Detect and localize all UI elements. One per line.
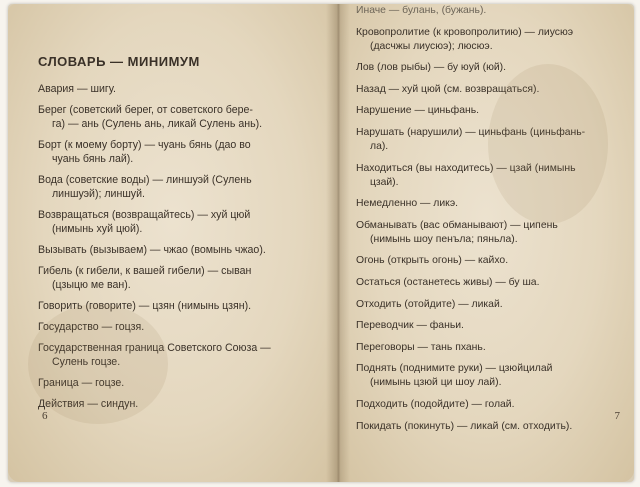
entry-line: Немедленно — ликэ.: [356, 198, 459, 210]
entry-line: Находиться (вы находитесь) — цзай (нимынь: [356, 162, 576, 174]
booklet-spread: [8, 4, 634, 482]
dictionary-entry: [38, 208, 320, 236]
entry-line: Огонь (открыть огонь) — кайхо.: [356, 255, 509, 267]
entry-line: Говорить (говорите) — цзян (нимынь цзян).: [38, 300, 252, 312]
entry-line: Государственная граница Советского Союза —: [38, 342, 271, 354]
dictionary-entry: [356, 319, 620, 333]
entry-line: Возвращаться (возвращайтесь) — хуй цюй: [38, 209, 251, 221]
dictionary-entry: [38, 341, 320, 369]
dictionary-entry: [356, 83, 620, 97]
entry-line: Берег (советский берег, от советского бере-: [38, 104, 253, 116]
entry-continuation: чуань бянь лай).: [52, 153, 134, 165]
dictionary-entry: [38, 243, 320, 257]
dictionary-entry: [356, 254, 620, 268]
page-number-right: 7: [614, 410, 620, 422]
dictionary-entry: [38, 299, 320, 313]
entry-line: Остаться (останетесь живы) — бу ша.: [356, 276, 540, 288]
entry-line: Назад — хуй цюй (см. возвращаться).: [356, 83, 540, 95]
dictionary-entry: [356, 162, 620, 190]
entry-continuation: (цзыцю ме ван).: [52, 279, 131, 291]
entry-line: Нарушать (нарушили) — циньфань (циньфань-: [356, 126, 586, 138]
dictionary-entry: [356, 398, 620, 412]
entry-line: Переговоры — тань пхань.: [356, 341, 486, 353]
entry-continuation: (нимынь шоу пенъла; пяньла).: [370, 233, 518, 245]
entry-line: Вызывать (вызываем) — чжао (вомынь чжао).: [38, 244, 266, 256]
entry-continuation: цзай).: [370, 176, 399, 188]
entry-line: Подходить (подойдите) — голай.: [356, 398, 515, 410]
dictionary-entry: [38, 264, 320, 292]
entry-line: Переводчик — фаньи.: [356, 320, 464, 332]
dictionary-entry: [356, 341, 620, 355]
dictionary-entry: [38, 103, 320, 131]
dictionary-entry: [356, 219, 620, 247]
entry-line: Нарушение — циньфань.: [356, 105, 480, 117]
dictionary-entry: [356, 126, 620, 154]
entry-line: Вода (советские воды) — линшуэй (Сулень: [38, 174, 252, 186]
entry-continuation: ла).: [370, 140, 389, 152]
dictionary-entry: [356, 4, 620, 18]
dictionary-entry: [356, 420, 620, 434]
dictionary-entry: [356, 362, 620, 390]
right-entry-list: [356, 4, 620, 434]
dictionary-entry: [38, 397, 320, 411]
entry-line: Кровопролитие (к кровопролитию) — лиусюэ: [356, 26, 574, 38]
entry-line: Борт (к моему борту) — чуань бянь (дао во: [38, 139, 251, 151]
left-page: [8, 4, 338, 482]
entry-continuation: (нимынь цзюй ци шоу лай).: [370, 377, 502, 389]
entry-line: Иначе — булань, (бужань).: [356, 5, 487, 16]
dictionary-entry: [356, 298, 620, 312]
dictionary-entry: [38, 138, 320, 166]
dictionary-entry: [356, 26, 620, 54]
dictionary-entry: [356, 104, 620, 118]
entry-continuation: (дасчжы лиусюэ); люсюэ.: [370, 40, 493, 52]
entry-continuation: Сулень гоцзе.: [52, 356, 121, 368]
entry-line: Отходить (отойдите) — ликай.: [356, 298, 503, 310]
left-entry-list: [38, 82, 320, 411]
entry-line: Покидать (покинуть) — ликай (см. отходить).: [356, 420, 573, 432]
entry-continuation: га) — ань (Сулень ань, ликай Сулень ань).: [52, 118, 263, 130]
page-number-left: 6: [42, 410, 48, 422]
entry-line: Гибель (к гибели, к вашей гибели) — сыван: [38, 265, 252, 277]
dictionary-entry: [38, 320, 320, 334]
entry-line: Государство — гоцзя.: [38, 321, 145, 333]
dictionary-entry: [356, 197, 620, 211]
dictionary-entry: [38, 82, 320, 96]
right-page: [338, 4, 634, 482]
entry-line: Граница — гоцзе.: [38, 377, 125, 389]
page-heading: СЛОВАРЬ — МИНИМУМ: [38, 54, 200, 69]
dictionary-entry: [38, 173, 320, 201]
dictionary-entry: [38, 376, 320, 390]
entry-continuation: (нимынь хуй цюй).: [52, 223, 143, 235]
entry-line: Авария — шигу.: [38, 83, 116, 95]
entry-line: Обманывать (вас обманывают) — ципень: [356, 219, 558, 231]
entry-line: Лов (лов рыбы) — бу юуй (юй).: [356, 62, 507, 74]
entry-line: Поднять (поднимите руки) — цзюйцилай: [356, 363, 553, 375]
entry-continuation: линшуэй); линшуй.: [52, 188, 145, 200]
dictionary-entry: [356, 276, 620, 290]
entry-line: Действия — синдун.: [38, 398, 139, 410]
dictionary-entry: [356, 61, 620, 75]
